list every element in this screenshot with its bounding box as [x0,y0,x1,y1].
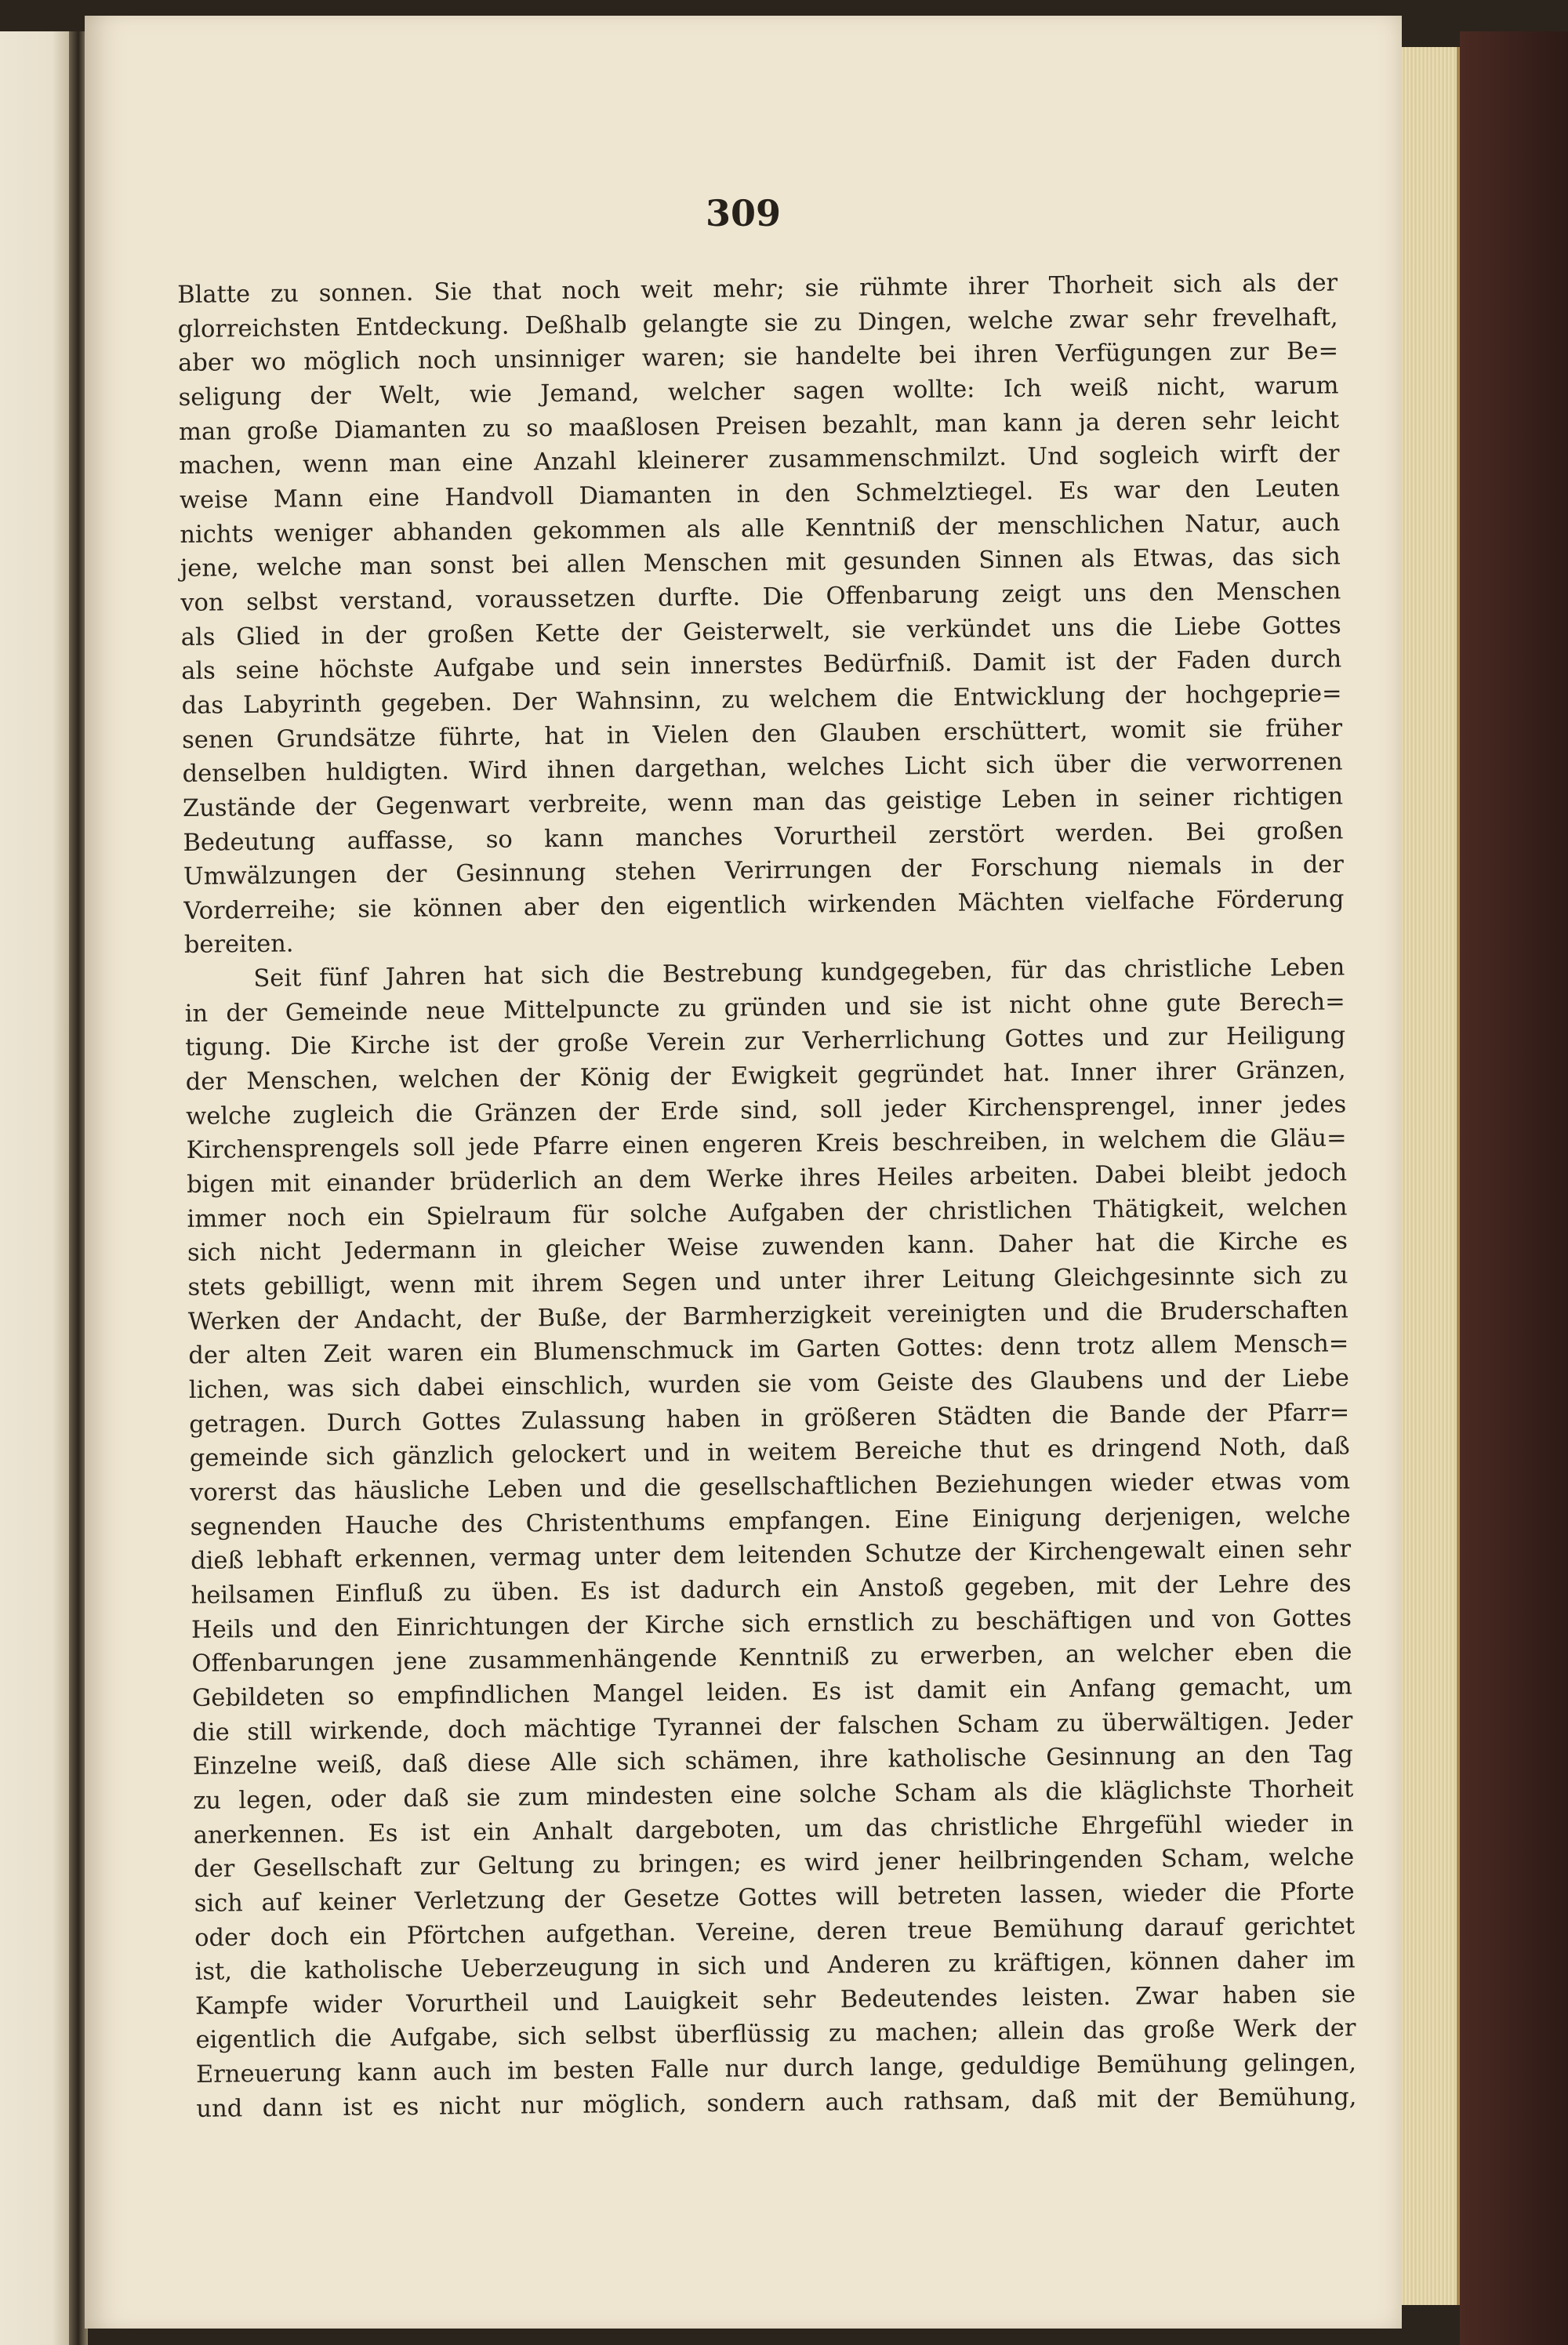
text-line: anerkennen. Es ist ein Anhalt dargeboten, um das christliche Ehrgefühl wieder in [193,1809,1354,1850]
text-line: als Glied in der großen Kette der Geisterwelt, sie verkündet uns die Liebe Gottes [180,612,1341,652]
text-line: ist, die katholische Ueberzeugung in sich und Anderen zu kräftigen, können daher im [194,1946,1356,1987]
text-line: dieß lebhaft erkennen, vermag unter dem leitenden Schutze der Kirchengewalt einen sehr [190,1535,1352,1576]
text-line: tigung. Die Kirche ist der große Verein zur Verherrlichung Gottes und zur Heiligung [185,1022,1346,1062]
text-line: jene, welche man sonst bei allen Menschen mit gesunden Sinnen als Etwas, das sich [180,543,1341,583]
text-line: stets gebilligt, wenn mit ihrem Segen und unter ihrer Leitung Gleichgesinnte sich zu [187,1261,1348,1301]
book-page [85,16,1402,2329]
text-line: der alten Zeit waren ein Blumenschmuck im Garten Gottes: denn trotz allem Mensch= [188,1330,1349,1370]
body-text [177,267,1357,2127]
text-line: das Labyrinth gegeben. Der Wahnsinn, zu welchem die Entwicklung der hochgeprie= [181,680,1342,720]
text-line: lichen, was sich dabei einschlich, wurden sie vom Geiste des Glaubens und der Liebe [188,1364,1349,1404]
text-line: Heils und den Einrichtungen der Kirche sich ernstlich zu beschäftigen und von Gottes [191,1604,1352,1644]
text-line: denselben huldigten. Wird ihnen dargethan, welches Licht sich über die verworrenen [182,748,1343,789]
text-line: glorreichsten Entdeckung. Deßhalb gelangte sie zu Dingen, welche zwar sehr frevelhaft, [177,303,1338,343]
text-line: welche zugleich die Gränzen der Erde sind, soll jeder Kirchensprengel, inner jedes [186,1091,1347,1131]
text-line: aber wo möglich noch unsinniger waren; sie handelte bei ihren Verfügungen zur Be= [177,337,1339,378]
text-line: Erneuerung kann auch im besten Falle nur durch lange, geduldige Bemühung gelingen, [195,2049,1357,2089]
text-line: eigentlich die Aufgabe, sich selbst überflüssig zu machen; allein das große Werk der [195,2014,1356,2055]
text-line: bigen mit einander brüderlich an dem Werke ihres Heiles arbeiten. Dabei bleibt jedoch [186,1159,1348,1199]
text-line: senen Grundsätze führte, hat in Vielen den Glauben erschüttert, womit sie früher [181,714,1343,754]
text-line: Seit fünf Jahren hat sich die Bestrebung kundgegeben, für das christliche Leben [253,953,1345,993]
text-line: bereiten. [183,930,294,960]
paragraph [184,951,1356,2127]
text-line: machen, wenn man eine Anzahl kleinerer zusammenschmilzt. Und sogleich wirft der [179,440,1340,481]
text-line: man große Diamanten zu so maaßlosen Preisen bezahlt, man kann ja deren sehr leicht [178,406,1340,446]
text-line: weise Mann eine Handvoll Diamanten in den Schmelztiegel. Es war den Leuten [179,474,1341,514]
text-line: gemeinde sich gänzlich gelockert und in weitem Bereiche thut es dringend Noth, daß [189,1432,1350,1473]
text-line: in der Gemeinde neue Mittelpuncte zu gründen und sie ist nicht ohne gute Berech= [184,988,1345,1028]
text-line: segnenden Hauche des Christenthums empfangen. Eine Einigung derjenigen, welche [190,1501,1351,1541]
text-line: Zustände der Gegenwart verbreite, wenn man das geistige Leben in seiner richtigen [182,782,1344,822]
text-line: Kampfe wider Vorurtheil und Lauigkeit sehr Bedeutendes leisten. Zwar haben sie [194,1980,1356,2020]
text-line: der Menschen, welchen der König der Ewigkeit gegründet hat. Inner ihrer Gränzen, [185,1056,1346,1097]
text-line: sich nicht Jedermann in gleicher Weise zuwenden kann. Daher hat die Kirche es [187,1227,1348,1268]
text-line: Offenbarungen jene zusammenhängende Kenntniß zu erwerben, an welcher eben die [191,1638,1352,1679]
text-line: Gebildeten so empfindlichen Mangel leiden. Es ist damit ein Anfang gemacht, um [191,1672,1353,1712]
text-line: der Gesellschaft zur Geltung zu bringen; es wird jener heilbringenden Scham, welche [194,1843,1355,1884]
text-line: zu legen, oder daß sie zum mindesten eine solche Scham als die kläglichste Thorheit [193,1775,1354,1815]
text-line: vorerst das häusliche Leben und die gesellschaftlichen Beziehungen wieder etwas vom [190,1467,1351,1507]
text-line: Blatte zu sonnen. Sie that noch weit mehr; sie rühmte ihrer Thorheit sich als der [177,269,1338,309]
text-line: als seine höchste Aufgabe und sein innerstes Bedürfniß. Damit ist der Faden durch [181,645,1342,686]
text-line: heilsamen Einfluß zu üben. Es ist dadurch ein Anstoß gegeben, mit der Lehre des [191,1570,1352,1610]
book-cover-edge [1460,31,1568,2345]
text-line: und dann ist es nicht nur möglich, sondern auch rathsam, daß mit der Bemühung, [196,2083,1357,2123]
text-line: sich auf keiner Verletzung der Gesetze Gottes will betreten lassen, wieder die Pforte [194,1878,1355,1918]
text-line: Vorderreihe; sie können aber den eigentlich wirkenden Mächten vielfache Förderung [183,885,1345,925]
text-line: Werken der Andacht, der Buße, der Barmherzigkeit vereinigten und die Bruderschaften [187,1296,1349,1336]
text-line: die still wirkende, doch mächtige Tyrannei der falschen Scham zu überwältigen. Jeder [192,1706,1353,1747]
text-line: seligung der Welt, wie Jemand, welcher sagen wollte: Ich weiß nicht, warum [178,372,1339,412]
text-line: nichts weniger abhanden gekommen als alle Kenntniß der menschlichen Natur, auch [180,509,1341,549]
text-line: immer noch ein Spielraum für solche Aufgaben der christlichen Thätigkeit, welchen [187,1193,1348,1233]
page-number: 309 [705,192,782,234]
text-line: Kirchensprengels soll jede Pfarre einen engeren Kreis beschreiben, in welchem die Gläu= [186,1124,1347,1165]
facing-page-edge [0,31,74,2345]
text-line: getragen. Durch Gottes Zulassung haben in größeren Städten die Bande der Pfarr= [189,1399,1350,1439]
page-block-edges [1402,47,1460,2305]
text-line: Umwälzungen der Gesinnung stehen Verirrungen der Forschung niemals in der [183,851,1345,891]
text-line: oder doch ein Pförtchen aufgethan. Vereine, deren treue Bemühung darauf gerichtet [194,1911,1356,1952]
text-line: von selbst verstand, voraussetzen durfte. Die Offenbarung zeigt uns den Menschen [180,577,1341,617]
text-line: Bedeutung auffasse, so kann manches Vorurtheil zerstört werden. Bei großen [183,816,1344,857]
paragraph [177,267,1345,964]
text-line: Einzelne weiß, daß diese Alle sich schämen, ihre katholische Gesinnung an den Tag [192,1741,1353,1781]
